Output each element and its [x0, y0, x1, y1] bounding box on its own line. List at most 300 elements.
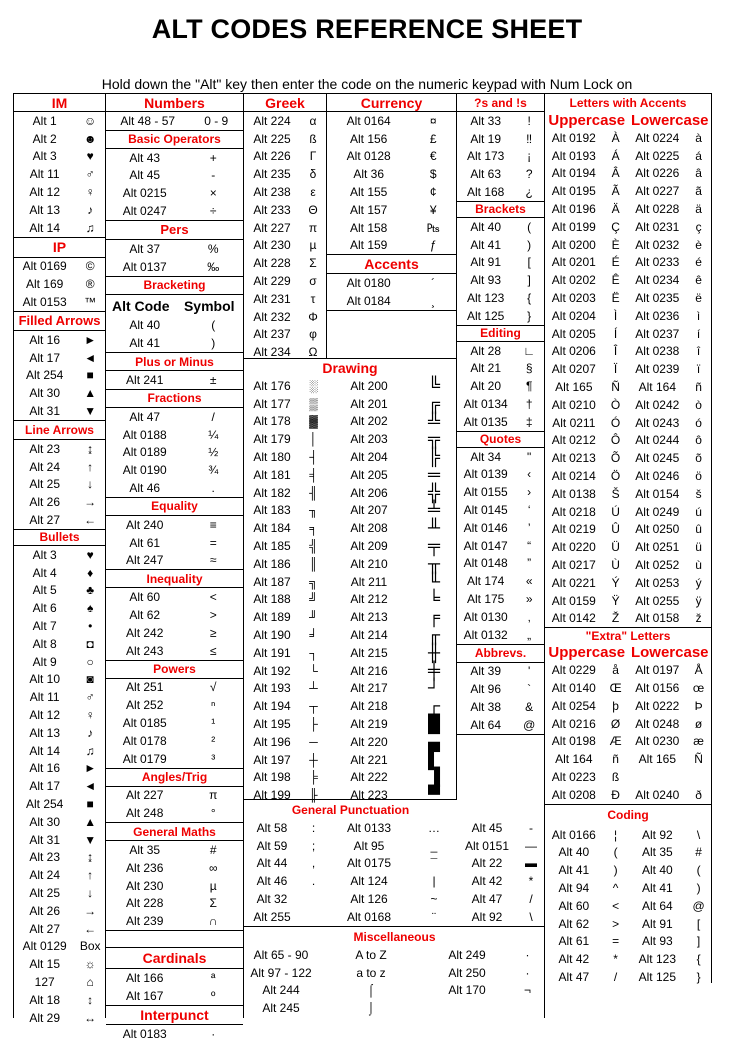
alt-code: Alt 221 [350, 752, 388, 767]
symbol: Æ [609, 734, 622, 749]
list-item [244, 272, 326, 290]
alt-code: Alt 241 [126, 373, 164, 388]
alt-code: Alt 0233 [635, 255, 680, 270]
symbol: ç [695, 219, 702, 234]
symbol: ╗ [309, 574, 318, 589]
alt-code: Alt 236 [126, 860, 164, 875]
list-item [14, 275, 105, 293]
alt-code: Alt 3 [32, 149, 57, 164]
symbol: ╤ [427, 536, 441, 556]
currency-list [327, 112, 456, 254]
list-item [545, 679, 711, 697]
list-item [244, 608, 327, 626]
list-item [327, 680, 457, 698]
list-item [457, 271, 544, 289]
symbol: € [429, 149, 437, 164]
alt-code: Alt 23 [29, 850, 60, 865]
symbol: ê [695, 273, 702, 288]
alt-code: Alt 249 [448, 947, 486, 962]
symbol: ▌ [427, 749, 441, 769]
symbol: ╛ [309, 628, 318, 643]
alt-code: Alt 181 [253, 467, 291, 482]
symbol: þ [612, 698, 619, 713]
alt-code: Alt 0199 [551, 219, 596, 234]
alt-code: Alt 0137 [122, 259, 167, 274]
symbol: ▄ [427, 731, 441, 751]
symbol: å [612, 663, 619, 678]
alt-code: Alt 124 [350, 874, 388, 889]
alt-code: Alt 42 [471, 874, 503, 889]
alt-code: Alt 0142 [551, 611, 596, 626]
alt-code: Alt 0178 [122, 733, 167, 748]
filled-arrows-list [14, 331, 105, 420]
list-item [244, 537, 327, 555]
list-item [545, 218, 711, 236]
list-item [457, 395, 544, 413]
section-header-extra-letters: "Extra" Letters [545, 627, 711, 644]
section-header-filled-arrows: Filled Arrows [14, 311, 105, 331]
alt-code: Alt 0202 [551, 273, 596, 288]
symbol: · [525, 965, 530, 980]
alt-code: Alt 0204 [551, 308, 596, 323]
symbol: σ [309, 274, 317, 289]
symbol: ╣ [309, 539, 318, 554]
symbol: ► [84, 332, 97, 347]
list-item [424, 946, 545, 964]
symbol: Î [613, 344, 618, 359]
symbol: Ì [613, 308, 618, 323]
alt-code: Alt 227 [253, 220, 291, 235]
list-item [14, 349, 105, 367]
list-item [327, 715, 457, 733]
alt-code: Alt 237 [253, 327, 291, 342]
alt-code: Alt 252 [126, 698, 164, 713]
list-item [327, 183, 456, 201]
symbol: ╡ [309, 467, 318, 482]
alt-code: Alt 61 [129, 535, 161, 550]
symbol: Ï [613, 362, 618, 377]
symbol: ╢ [309, 485, 318, 500]
accents-bottom-rule [327, 310, 456, 311]
symbol: Á [611, 148, 620, 163]
alt-code: Alt 48 - 57 [120, 113, 176, 128]
alt-code: Alt 0225 [635, 148, 680, 163]
symbol: ♫ [85, 220, 95, 235]
list-item [106, 987, 243, 1005]
list-item [244, 290, 326, 308]
list-item [14, 706, 105, 724]
alt-code: Alt 0164 [346, 113, 391, 128]
list-item [106, 859, 243, 877]
list-item [545, 968, 711, 986]
list-item [457, 855, 545, 873]
alt-code: Alt 215 [350, 645, 388, 660]
list-item [327, 112, 456, 130]
alt-code: Alt 248 [126, 806, 164, 821]
symbol: ‹ [527, 467, 532, 482]
gen-punct-list-a [244, 819, 327, 926]
alt-code: Alt 189 [253, 610, 291, 625]
alt-code: Alt 0235 [635, 291, 680, 306]
symbol: ) [696, 880, 701, 895]
alt-code: Alt 0190 [122, 463, 167, 478]
alt-code: Alt 197 [253, 752, 291, 767]
symbol: ╖ [309, 503, 318, 518]
symbol: Ω [308, 345, 318, 360]
alt-code: Alt 12 [29, 708, 60, 722]
symbol: ╨ [427, 518, 441, 538]
symbol: α [309, 113, 317, 128]
symbol: ♀ [85, 708, 95, 722]
symbol: █ [427, 714, 441, 734]
symbol: = [209, 535, 217, 550]
alt-code: Alt 0232 [635, 237, 680, 252]
list-item [106, 624, 243, 642]
symbol: ? [525, 167, 533, 182]
list-item [244, 165, 326, 183]
alt-code: Alt 33 [470, 113, 502, 128]
alt-code: Alt 26 [29, 903, 60, 918]
list-item [244, 982, 424, 1000]
symbol: ] [696, 934, 701, 949]
symbol: à [695, 130, 702, 145]
symbol: º [211, 988, 216, 1003]
symbol: Ð [611, 787, 620, 802]
list-item [457, 519, 544, 537]
symbol: ¸ [431, 294, 436, 309]
section-header-basic-operators: Basic Operators [106, 130, 243, 149]
list-item [327, 395, 457, 413]
alt-code: Alt 209 [350, 539, 388, 554]
list-item [244, 448, 327, 466]
list-item [545, 661, 711, 679]
symbol: Í [613, 326, 618, 341]
col-4 [327, 93, 457, 359]
quotes-list [457, 448, 544, 644]
symbol: ∟ [523, 343, 536, 358]
alt-code: Alt 45 [471, 820, 503, 835]
list-item [14, 599, 105, 617]
alt-code: Alt 0135 [463, 414, 508, 429]
list-item [14, 795, 105, 813]
alt-code: Alt 0201 [551, 255, 596, 270]
list-item [244, 908, 327, 926]
symbol: ∙ [525, 947, 530, 962]
alt-code: Alt 35 [129, 843, 161, 857]
list-item [244, 413, 327, 431]
alt-code: Alt 24 [29, 868, 60, 883]
alt-code: Alt 0221 [551, 575, 596, 590]
list-item [244, 555, 327, 573]
alt-code: Alt 239 [126, 914, 164, 929]
symbol: { [527, 291, 532, 306]
list-item [457, 698, 544, 716]
list-item [327, 484, 457, 502]
symbol: ♫ [85, 743, 95, 758]
list-item [244, 751, 327, 769]
symbol: Σ [309, 256, 317, 271]
list-item [14, 902, 105, 920]
alt-code: Alt 230 [253, 238, 291, 253]
alt-code: Alt 0213 [551, 451, 596, 466]
symbol: ╞ [309, 770, 318, 785]
symbol: ( [696, 863, 701, 878]
drawing-block [244, 358, 457, 805]
im-list [14, 112, 105, 237]
alt-code: Alt 0229 [551, 663, 596, 678]
symbol: . [211, 481, 215, 496]
list-item [106, 112, 243, 130]
symbol: ® [85, 277, 95, 292]
lowercase-header: Lowercase [630, 644, 709, 662]
list-item [244, 715, 327, 733]
symbol: Û [611, 522, 620, 537]
symbol: ( [211, 318, 216, 333]
alt-code: Alt 198 [253, 770, 291, 785]
alt-code: Alt 194 [253, 699, 291, 714]
list-item [545, 733, 711, 751]
list-item [545, 360, 711, 378]
alt-code: Alt 125 [638, 969, 676, 984]
list-item [327, 697, 457, 715]
extra-letters-list [545, 661, 711, 803]
symbol: Ó [610, 415, 621, 430]
alt-code: Alt 0216 [551, 716, 596, 731]
list-item [457, 555, 544, 573]
alt-code: Alt 0253 [635, 575, 680, 590]
symbol: % [207, 241, 219, 256]
alt-code: Alt 96 [470, 682, 502, 697]
alt-code: Alt 8 [32, 636, 57, 651]
symbol: ¹ [211, 716, 216, 731]
list-item [457, 377, 544, 395]
list-item [106, 202, 243, 220]
symbol: τ [310, 291, 316, 306]
list-item [106, 334, 243, 352]
list-item [106, 444, 243, 462]
alt-code: Alt 0231 [635, 219, 680, 234]
alt-code: Alt 165 [555, 380, 593, 395]
alt-code: Alt 36 [353, 167, 385, 182]
alt-code: Alt 212 [350, 592, 388, 607]
alt-code: Alt 220 [350, 734, 388, 749]
list-item [457, 342, 544, 360]
alt-code: Alt 0245 [635, 451, 680, 466]
symbol: Ñ [611, 380, 620, 395]
alt-code: Alt 0206 [551, 344, 596, 359]
list-item [14, 130, 105, 148]
col-6 [545, 93, 712, 983]
list-item [14, 973, 105, 991]
alt-code: Alt 40 [558, 845, 590, 860]
plus-minus-list [106, 371, 243, 389]
symbol: ╝ [309, 592, 318, 607]
symbol: # [695, 845, 702, 860]
list-item [106, 240, 243, 258]
list-item [457, 466, 544, 484]
list-item [457, 254, 544, 272]
list-item [244, 219, 326, 237]
symbol: ÿ [695, 593, 702, 608]
list-item [14, 564, 105, 582]
list-item [106, 426, 243, 444]
alt-code: Alt 226 [253, 149, 291, 164]
alt-code: Alt 22 [471, 856, 503, 871]
section-header-numbers: Numbers [106, 94, 243, 112]
symbol: ┘ [427, 678, 441, 698]
section-header-general-punctuation: General Punctuation [291, 803, 410, 817]
list-item [244, 502, 327, 520]
section-header-accents: Accents [327, 254, 456, 274]
alt-code: Alt 12 [29, 185, 60, 200]
alt-code: Alt 229 [253, 274, 291, 289]
list-item [14, 476, 105, 494]
alt-code: Alt 0205 [551, 326, 596, 341]
letters-accents-list [545, 129, 711, 627]
list-item [457, 572, 544, 590]
list-item [14, 219, 105, 237]
drawing-list-right [327, 377, 457, 804]
symbol: ■ [86, 796, 94, 811]
interpunct-list [106, 1025, 243, 1042]
list-item [14, 440, 105, 458]
list-item [327, 662, 457, 680]
alt-code: Alt 0196 [551, 202, 596, 217]
symbol: φ [309, 327, 317, 342]
list-item [106, 804, 243, 822]
symbol: [ [696, 916, 701, 931]
section-header-pers: Pers [106, 220, 243, 240]
alt-code: Alt 45 [129, 168, 161, 183]
list-item [545, 449, 711, 467]
list-item [244, 964, 424, 982]
symbol: Å [694, 663, 703, 678]
symbol: 0 - 9 [204, 113, 229, 128]
list-item [14, 582, 105, 600]
page-subtitle: Hold down the "Alt" key then enter the code on the numeric keypad with Num Lock on [101, 76, 633, 92]
brackets-list [457, 218, 544, 325]
list-item [327, 837, 457, 855]
symbol: ┴ [309, 681, 318, 696]
symbol: Ä [611, 202, 620, 217]
symbol: ; [311, 838, 316, 853]
list-item [14, 635, 105, 653]
list-item [244, 201, 326, 219]
alt-code: Alt 0223 [551, 769, 596, 784]
alt-code: Alt 13 [29, 725, 60, 740]
list-item [327, 165, 456, 183]
list-item [14, 866, 105, 884]
symbol: & [525, 700, 534, 714]
list-item [545, 950, 711, 968]
symbol: / [211, 409, 215, 424]
symbol: ƒ [429, 238, 437, 253]
symbol: ≡ [209, 517, 217, 532]
col-2 [106, 93, 244, 1041]
alt-code: Alt 203 [350, 432, 388, 447]
list-item [14, 458, 105, 476]
list-item [545, 715, 711, 733]
symbol: ♠ [86, 601, 94, 616]
alt-code: Alt 95 [353, 838, 385, 853]
numbers-list [106, 112, 243, 130]
list-item [106, 841, 243, 859]
alt-code: Alt 247 [126, 553, 164, 568]
section-header-abbrevs: Abbrevs. [457, 644, 544, 663]
alt-code: Alt 235 [253, 167, 291, 182]
list-item [327, 608, 457, 626]
symbol: ´ [431, 276, 436, 291]
alt-code: Alt 222 [350, 770, 388, 785]
list-item [457, 501, 544, 519]
list-item [545, 556, 711, 574]
symbol: ║ [309, 556, 318, 571]
symbol: . [311, 874, 316, 889]
alt-code: Alt 64 [470, 717, 502, 732]
alt-code: Alt 46 [129, 481, 161, 496]
symbol: ▬ [525, 856, 537, 871]
list-item [457, 130, 544, 148]
alt-code: Alt 185 [253, 539, 291, 554]
uppercase-header: Uppercase [548, 644, 626, 662]
alt-code: Alt 0159 [551, 593, 596, 608]
alt-code: 127 [34, 974, 55, 989]
alt-code: Alt 0227 [635, 184, 680, 199]
list-item [457, 819, 545, 837]
list-item [545, 592, 711, 610]
symbol: ↨ [87, 850, 94, 865]
symbol: : [311, 820, 316, 835]
drawing-list-left [244, 377, 327, 804]
list-item [14, 112, 105, 130]
list-item [545, 897, 711, 915]
alt-code: Alt 0238 [635, 344, 680, 359]
symbol: ☼ [84, 957, 96, 972]
symbol: ┬ [309, 699, 318, 714]
list-item [14, 183, 105, 201]
section-header-editing: Editing [457, 325, 544, 342]
symbol: * [528, 874, 534, 889]
alt-code: Alt 123 [466, 291, 505, 306]
symbol: ♂ [85, 690, 95, 705]
alt-code: Alt 18 [29, 992, 60, 1007]
angles-trig-list [106, 787, 243, 823]
section-header-bullets: Bullets [14, 529, 105, 546]
symbol: Ö [610, 469, 621, 484]
symbol: ñ [695, 380, 702, 395]
alt-code: Alt 0215 [122, 186, 167, 201]
alt-code: Alt 46 [256, 874, 288, 889]
symbol: ╘ [427, 589, 441, 609]
symbol: ~ [430, 892, 438, 907]
list-item [244, 872, 327, 890]
alt-code: Alt 0198 [551, 734, 596, 749]
alt-code: Alt 0249 [635, 504, 680, 519]
symbol: = [612, 934, 620, 949]
alt-code: Alt 165 [638, 752, 676, 767]
list-item [106, 258, 243, 276]
alt-code: Alt 191 [253, 645, 291, 660]
list-item [545, 254, 711, 272]
symbol: Ô [610, 433, 621, 448]
symbol: ž [695, 611, 702, 626]
alt-code: Alt 0210 [551, 397, 596, 412]
alt-code: Alt 0248 [635, 716, 680, 731]
list-item [545, 414, 711, 432]
list-item [106, 912, 243, 930]
list-item [14, 293, 105, 311]
symbol: í [696, 326, 701, 341]
